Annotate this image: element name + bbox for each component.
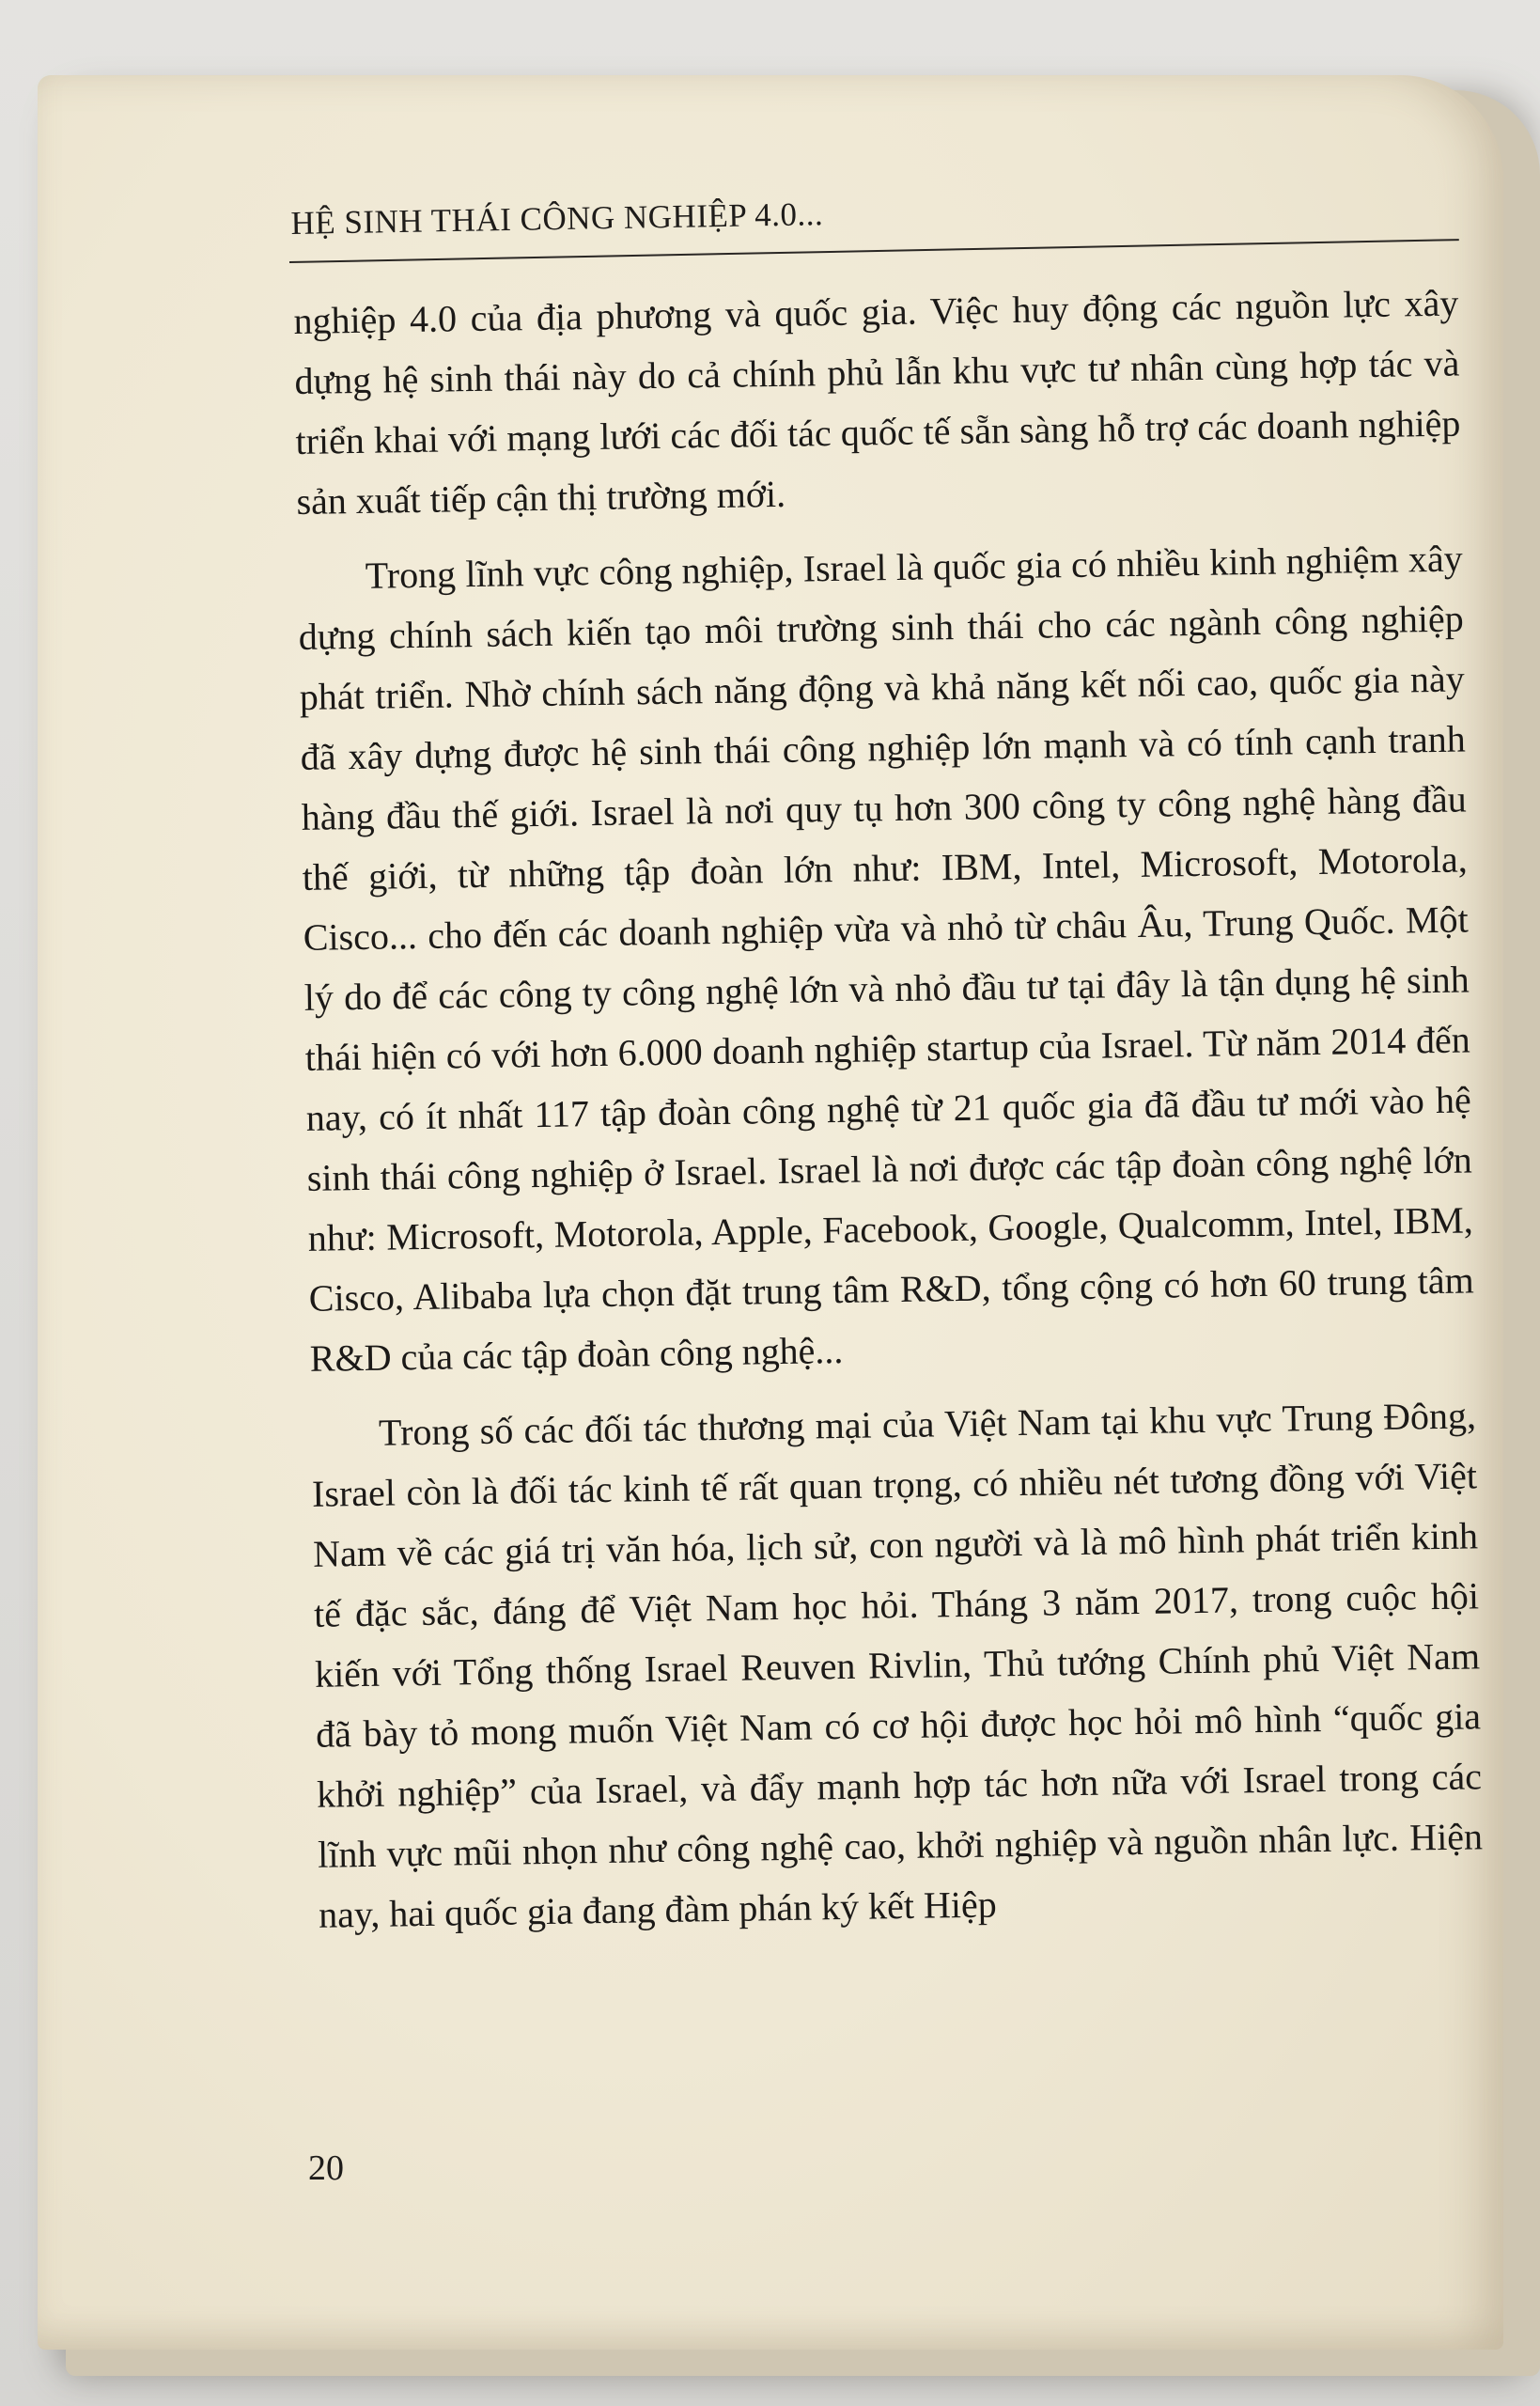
paragraph: Trong lĩnh vực công nghiệp, Israel là quốc gia có nhiều kinh nghiệm xây dựng chính sách kiến tạo môi trường sinh thái cho các ngành công nghiệp phát triển. Nhờ chính sách năng động và khả năng kết nối cao, quốc gia này đã xây dựng được hệ sinh thái công nghiệp lớn mạnh và có tính cạnh tranh hàng đầu thế giới. Israel là nơi quy tụ hơn 300 công ty công nghệ hàng đầu thế giới, từ những tập đoàn lớn như: IBM, Intel, Microsoft, Motorola, Cisco... cho đến các doanh nghiệp vừa và nhỏ từ châu Âu, Trung Quốc. Một lý do để các công ty công nghệ lớn và nhỏ đầu tư tại đây là tận dụng hệ sinh thái hiện có với hơn 6.000 doanh nghiệp startup của Israel. Từ năm 2014 đến nay, có ít nhất 117 tập đoàn công nghệ từ 21 quốc gia đã đầu tư mới vào hệ sinh thái công nghiệp ở Israel. Israel là nơi được các tập đoàn công nghệ lớn như: Microsoft, Motorola, Apple, Facebook, Google, Qualcomm, Intel, IBM, Cisco, Alibaba lựa chọn đặt trung tâm R&D, tổng cộng có hơn 60 trung tâm R&D của các tập đoàn công nghệ...	[298, 537, 1475, 1380]
running-header: HỆ SINH THÁI CÔNG NGHIỆP 4.0...	[290, 195, 824, 242]
paragraph: nghiệp 4.0 của địa phương và quốc gia. Việc huy động các nguồn lực xây dựng hệ sinh thái này do cả chính phủ lẫn khu vực tư nhân cùng hợp tác và triển khai với mạng lưới các đối tác quốc tế sẵn sàng hỗ trợ các doanh nghiệp sản xuất tiếp cận thị trường mới.	[293, 281, 1461, 523]
page-number: 20	[308, 2148, 344, 2188]
page-body	[293, 273, 1485, 1961]
paragraph: Trong số các đối tác thương mại của Việt Nam tại khu vực Trung Đông, Israel còn là đối tác kinh tế rất quan trọng, có nhiều nét tương đồng với Việt Nam về các giá trị văn hóa, lịch sử, con người và là mô hình phát triển kinh tế đặc sắc, đáng để Việt Nam học hỏi. Tháng 3 năm 2017, trong cuộc hội kiến với Tổng thống Israel Reuven Rivlin, Thủ tướng Chính phủ Việt Nam đã bày tỏ mong muốn Việt Nam có cơ hội được học hỏi mô hình “quốc gia khởi nghiệp” của Israel, và đẩy mạnh hợp tác hơn nữa với Israel trong các lĩnh vực mũi nhọn như công nghệ cao, khởi nghiệp và nguồn nhân lực. Hiện nay, hai quốc gia đang đàm phán ký kết Hiệp	[311, 1394, 1484, 1936]
